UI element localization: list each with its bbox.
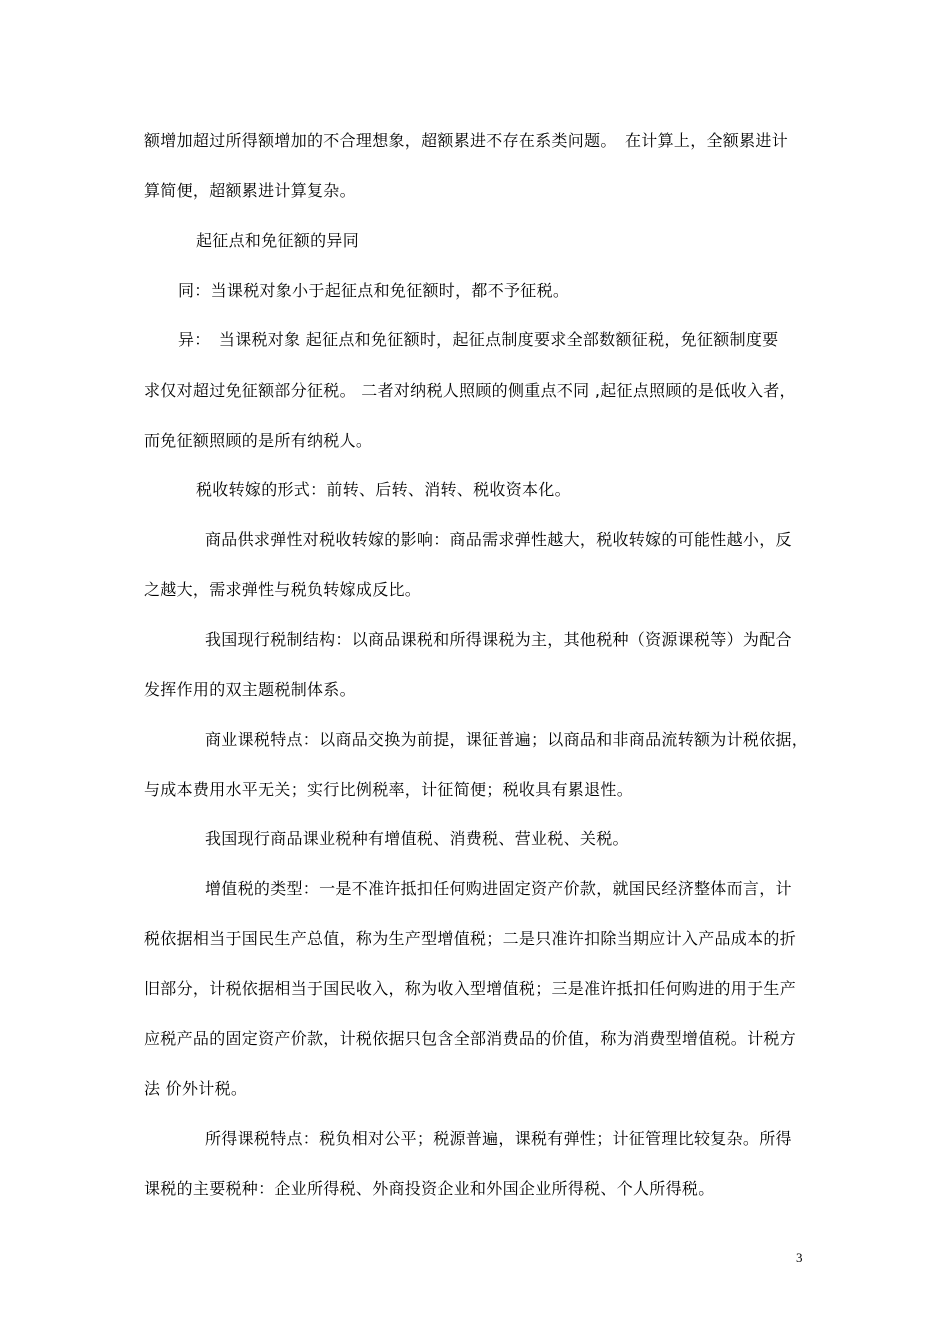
text-line: 而免征额照顾的是所有纳税人。 xyxy=(144,431,373,450)
text-line: 算简便，超额累进计算复杂。 xyxy=(144,181,356,200)
section-heading: 起征点和免征额的异同 xyxy=(196,231,360,250)
text-line: 异： 当课税对象 起征点和免征额时，起征点制度要求全部数额征税，免征额制度要 xyxy=(178,330,779,349)
text-line: 与成本费用水平无关；实行比例税率，计征简便；税收具有累退性。 xyxy=(144,780,634,799)
text-line: 同：当课税对象小于起征点和免征额时，都不予征税。 xyxy=(178,281,570,300)
text-line: 税依据相当于国民生产总值，称为生产型增值税；二是只准许扣除当期应计入产品成本的折 xyxy=(144,929,797,948)
text-line: 商业课税特点：以商品交换为前提，课征普遍；以商品和非商品流转额为计税依据， xyxy=(205,730,809,749)
page-number: 3 xyxy=(796,1250,803,1265)
text-line: 所得课税特点：税负相对公平；税源普遍，课税有弹性；计征管理比较复杂。所得 xyxy=(205,1129,792,1148)
text-line: 我国现行商品课业税种有增值税、消费税、营业税、关税。 xyxy=(205,829,629,848)
text-line: 求仅对超过免征额部分征税。 二者对纳税人照顾的侧重点不同 ,起征点照顾的是低收入者， xyxy=(144,381,796,400)
text-line: 应税产品的固定资产价款，计税依据只包含全部消费品的价值，称为消费型增值税。计税方 xyxy=(144,1029,797,1048)
text-line: 增值税的类型：一是不准许抵扣任何购进固定资产价款，就国民经济整体而言，计 xyxy=(205,879,792,898)
text-line: 发挥作用的双主题税制体系。 xyxy=(144,680,356,699)
text-line: 旧部分，计税依据相当于国民收入，称为收入型增值税；三是准许抵扣任何购进的用于生产 xyxy=(144,979,797,998)
text-line: 额增加超过所得额增加的不合理想象，超额累进不存在系类问题。 在计算上，全额累进计 xyxy=(144,131,789,150)
text-line: 之越大，需求弹性与税负转嫁成反比。 xyxy=(144,580,422,599)
text-line: 我国现行税制结构：以商品课税和所得课税为主，其他税种（资源课税等）为配合 xyxy=(205,630,792,649)
text-line: 商品供求弹性对税收转嫁的影响：商品需求弹性越大，税收转嫁的可能性越小，反 xyxy=(205,530,792,549)
text-line: 税收转嫁的形式：前转、后转、消转、税收资本化。 xyxy=(196,480,571,499)
text-line: 法 价外计税。 xyxy=(144,1079,248,1098)
text-line: 课税的主要税种：企业所得税、外商投资企业和外国企业所得税、个人所得税。 xyxy=(144,1179,715,1198)
